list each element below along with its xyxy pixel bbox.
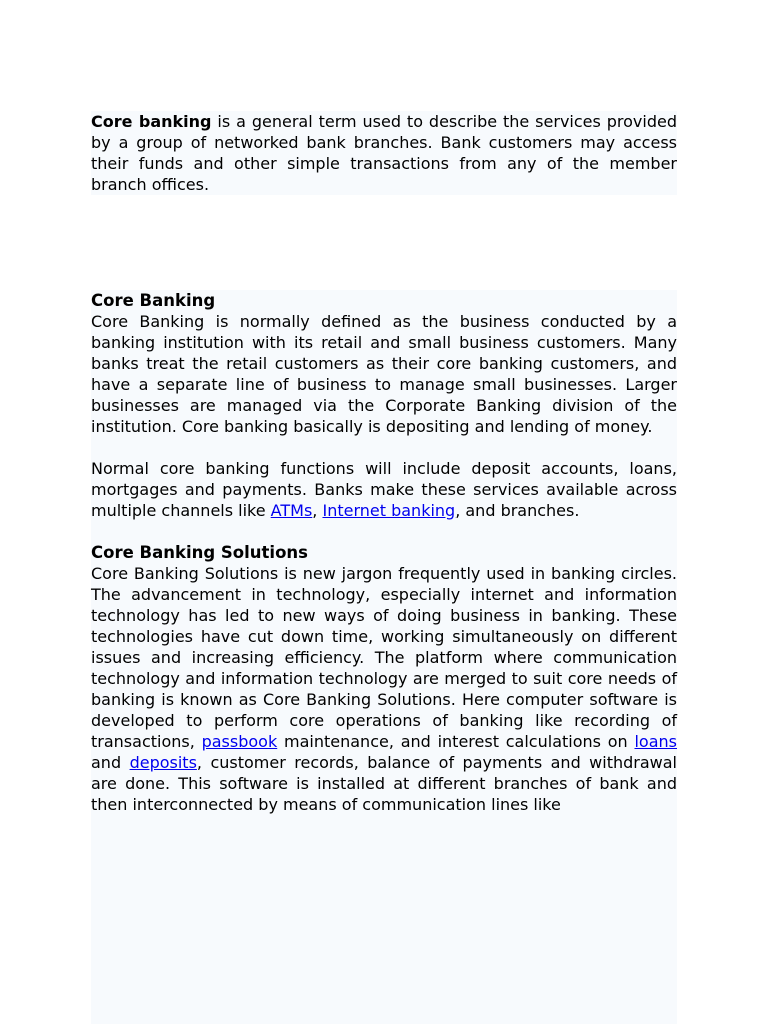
intro-text: is a general term used to describe the services provided by a group of networked bank branches. Bank customers may access their funds and other simple transactions from any of the member branch offices. xyxy=(91,112,677,194)
loans-link[interactable]: loans xyxy=(634,732,677,751)
main-content xyxy=(91,290,677,1024)
solutions-text-mid-2: and xyxy=(91,753,130,772)
solutions-text-mid-1: maintenance, and interest calculations on xyxy=(277,732,635,751)
para2-text-before: Normal core banking functions will include deposit accounts, loans, mortgages and payments. Banks make these services available across multiple channels like xyxy=(91,459,677,520)
intro-term: Core banking xyxy=(91,112,212,131)
section-heading-core-banking-solutions: Core Banking Solutions xyxy=(91,543,308,562)
intro-block xyxy=(91,111,677,195)
atms-link[interactable]: ATMs xyxy=(270,501,313,520)
para2-text-after: , and branches. xyxy=(455,501,580,520)
core-banking-paragraph-2 xyxy=(91,458,677,521)
passbook-link[interactable]: passbook xyxy=(201,732,278,751)
solutions-text-after: , customer records, balance of payments and withdrawal are done. This software is installed at different branches of bank and then interconnected by means of communication lines like xyxy=(91,753,677,814)
deposits-link[interactable]: deposits xyxy=(129,753,197,772)
solutions-text-before: Core Banking Solutions is new jargon frequently used in banking circles. The advancement in technology, especially internet and information technology has led to new ways of doing business in banking. These technologies have cut down time, working simultaneously on different issues and increasing efficiency. The platform where communication technology and information technology are merged to suit core needs of banking is known as Core Banking Solutions. Here computer software is developed to perform core operations of banking like recording of transactions, xyxy=(91,564,677,751)
section-heading-core-banking: Core Banking xyxy=(91,291,216,310)
core-banking-solutions-paragraph xyxy=(91,563,677,815)
para2-separator: , xyxy=(312,501,323,520)
intro-paragraph xyxy=(91,111,677,195)
core-banking-paragraph-1: Core Banking is normally defined as the business conducted by a banking institution with its retail and small business customers. Many banks treat the retail customers as their core banking customers, and have a separate line of business to manage small businesses. Larger businesses are managed via the Corporate Banking division of the institution. Core banking basically is depositing and lending of money. xyxy=(91,312,677,436)
internet-banking-link[interactable]: Internet banking xyxy=(322,501,456,520)
